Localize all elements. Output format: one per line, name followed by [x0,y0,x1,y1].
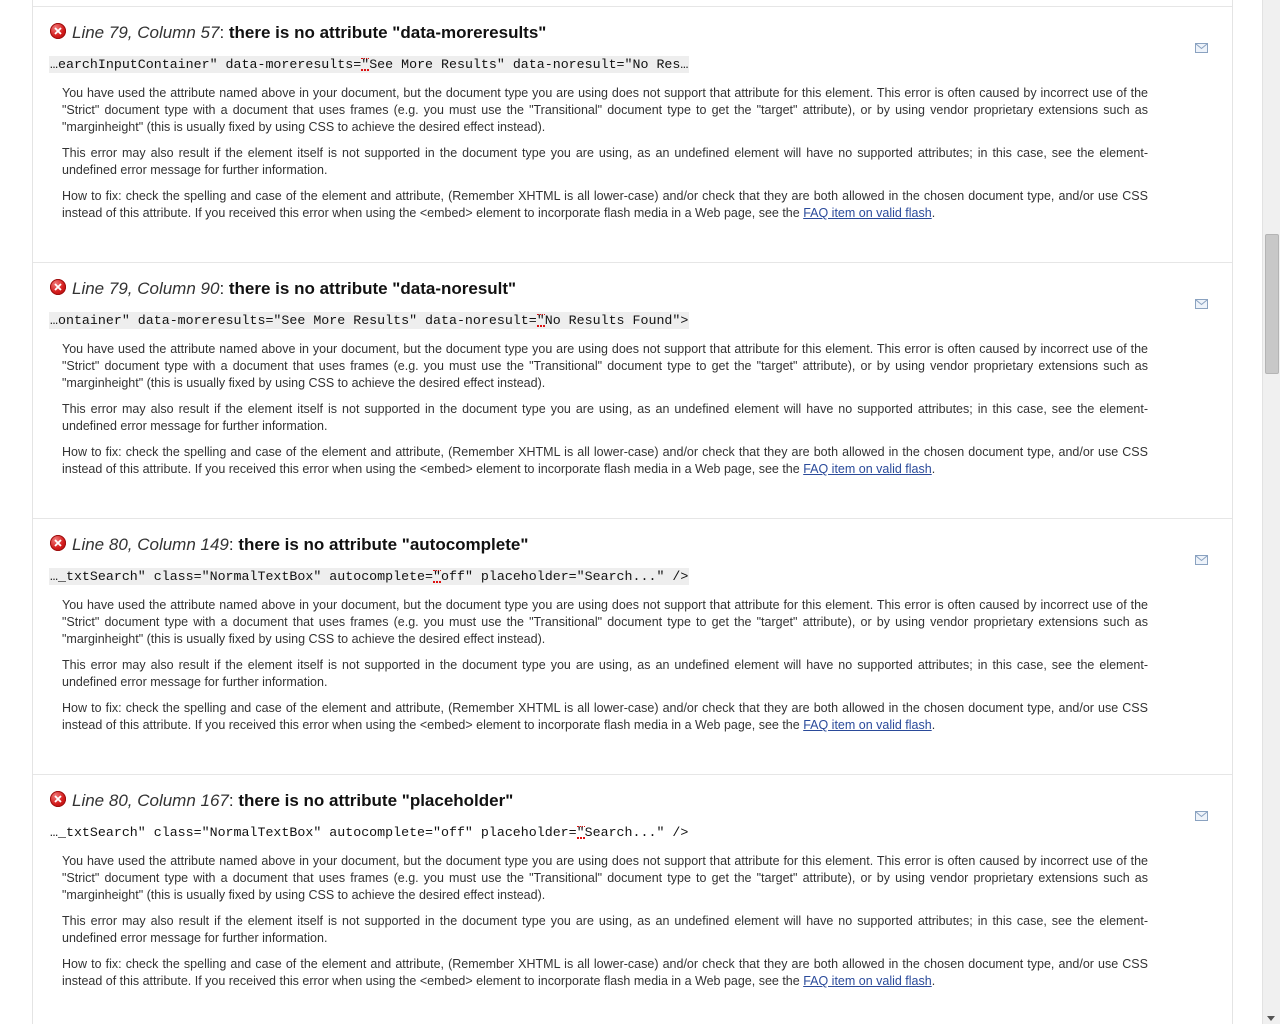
how-to-fix-text: How to fix: check the spelling and case of the element and attribute, (Remember XHTML is all lower-case) and/or check that they are both allowed in the chosen document type, and/or use CSS instead of this attribute. If you received this error when using the <embed> element to incorporate flash media in a Web page, see the [62,957,1148,988]
error-position-mark: " [361,57,370,72]
explanation-paragraph: This error may also result if the element itself is not supported in the document type you are using, as an undefined element will have no supported attributes; in this case, see the element-undefined error message for further information. [62,402,1148,433]
message-heading [50,22,546,44]
message-heading [50,278,516,300]
explanation-paragraph: This error may also result if the element itself is not supported in the document type you are using, as an undefined element will have no supported attributes; in this case, see the element-undefined error message for further information. [62,146,1148,177]
excerpt-after: No Results Found"> [544,313,689,328]
error-position-mark: " [576,825,585,840]
explanation-paragraph: You have used the attribute named above in your document, but the document type you are using does not support that attribute for this element. This error is often caused by incorrect use of the "Strict" document type with a document that uses frames (e.g. you must use the "Transitional" document type to get the "target" attribute), or by using vendor proprietary extensions such as "marginheight" (this is usually fixed by using CSS to achieve the desired effect instead). [62,86,1148,134]
paragraph-end: . [931,462,936,476]
error-title: there is no attribute "autocomplete" [238,535,529,554]
error-icon [50,279,66,295]
excerpt-after: Search..." /> [584,825,689,840]
error-title: there is no attribute "data-noresult" [228,279,517,298]
explanation-paragraph: You have used the attribute named above in your document, but the document type you are using does not support that attribute for this element. This error is often caused by incorrect use of the "Strict" document type with a document that uses frames (e.g. you must use the "Transitional" document type to get the "target" attribute), or by using vendor proprietary extensions such as "marginheight" (this is usually fixed by using CSS to achieve the desired effect instead). [62,598,1148,646]
location-separator: : [228,535,239,554]
error-message [33,519,1232,775]
excerpt-before: …earchInputContainer" data-moreresults= [50,57,362,72]
explanation-paragraph: You have used the attribute named above in your document, but the document type you are using does not support that attribute for this element. This error is often caused by incorrect use of the "Strict" document type with a document that uses frames (e.g. you must use the "Transitional" document type to get the "target" attribute), or by using vendor proprietary extensions such as "marginheight" (this is usually fixed by using CSS to achieve the desired effect instead). [62,854,1148,902]
error-location: Line 80, Column 167 [72,791,229,810]
how-to-fix-paragraph [62,188,1148,222]
error-message [33,775,1232,1031]
error-message [33,263,1232,519]
excerpt-before: …ontainer" data-moreresults="See More Results" data-noresult= [50,313,537,328]
paragraph-end: . [931,718,936,732]
error-position-mark: " [536,313,545,328]
how-to-fix-paragraph [62,956,1148,990]
faq-flash-link[interactable]: FAQ item on valid flash [803,718,932,732]
error-location: Line 79, Column 57 [72,23,220,42]
error-location: Line 80, Column 149 [72,535,229,554]
mail-feedback-icon[interactable] [1195,299,1208,309]
how-to-fix-text: How to fix: check the spelling and case of the element and attribute, (Remember XHTML is all lower-case) and/or check that they are both allowed in the chosen document type, and/or use CSS instead of this attribute. If you received this error when using the <embed> element to incorporate flash media in a Web page, see the [62,189,1148,220]
mail-feedback-icon[interactable] [1195,811,1208,821]
how-to-fix-text: How to fix: check the spelling and case of the element and attribute, (Remember XHTML is all lower-case) and/or check that they are both allowed in the chosen document type, and/or use CSS instead of this attribute. If you received this error when using the <embed> element to incorporate flash media in a Web page, see the [62,701,1148,732]
location-separator: : [219,23,229,42]
message-heading [50,534,528,556]
error-icon [50,535,66,551]
how-to-fix-text: How to fix: check the spelling and case of the element and attribute, (Remember XHTML is all lower-case) and/or check that they are both allowed in the chosen document type, and/or use CSS instead of this attribute. If you received this error when using the <embed> element to incorporate flash media in a Web page, see the [62,445,1148,476]
faq-flash-link[interactable]: FAQ item on valid flash [803,462,932,476]
how-to-fix-paragraph [62,700,1148,734]
location-separator: : [219,279,229,298]
error-icon [50,23,66,39]
mail-feedback-icon[interactable] [1195,555,1208,565]
vertical-scrollbar[interactable] [1262,0,1280,1024]
error-position-mark: " [433,569,441,584]
how-to-fix-paragraph [62,444,1148,478]
excerpt-after: See More Results" data-noresult="No Res… [369,57,689,72]
source-excerpt [49,568,689,585]
source-excerpt [49,824,689,841]
excerpt-before: …_txtSearch" class="NormalTextBox" autocomplete="off" placeholder= [50,825,577,840]
faq-flash-link[interactable]: FAQ item on valid flash [803,206,932,220]
explanation-paragraph: This error may also result if the element itself is not supported in the document type you are using, as an undefined element will have no supported attributes; in this case, see the element-undefined error message for further information. [62,914,1148,945]
error-location: Line 79, Column 90 [72,279,220,298]
location-separator: : [228,791,239,810]
mail-feedback-icon[interactable] [1195,43,1208,53]
error-icon [50,791,66,807]
paragraph-end: . [931,206,936,220]
validation-results [32,0,1233,1024]
faq-flash-link[interactable]: FAQ item on valid flash [803,974,932,988]
scroll-down-arrow-icon[interactable] [1267,1016,1275,1021]
error-title: there is no attribute "placeholder" [238,791,514,810]
explanation-paragraph: You have used the attribute named above in your document, but the document type you are using does not support that attribute for this element. This error is often caused by incorrect use of the "Strict" document type with a document that uses frames (e.g. you must use the "Transitional" document type to get the "target" attribute), or by using vendor proprietary extensions such as "marginheight" (this is usually fixed by using CSS to achieve the desired effect instead). [62,342,1148,390]
excerpt-before: …_txtSearch" class="NormalTextBox" autocomplete= [50,569,434,584]
message-heading [50,790,513,812]
error-title: there is no attribute "data-moreresults" [228,23,547,42]
source-excerpt [49,312,689,329]
error-message [33,7,1232,263]
explanation-paragraph: This error may also result if the element itself is not supported in the document type you are using, as an undefined element will have no supported attributes; in this case, see the element-undefined error message for further information. [62,658,1148,689]
excerpt-after: off" placeholder="Search..." /> [441,569,689,584]
scrollbar-thumb[interactable] [1265,234,1279,374]
source-excerpt [49,56,689,73]
paragraph-end: . [931,974,936,988]
